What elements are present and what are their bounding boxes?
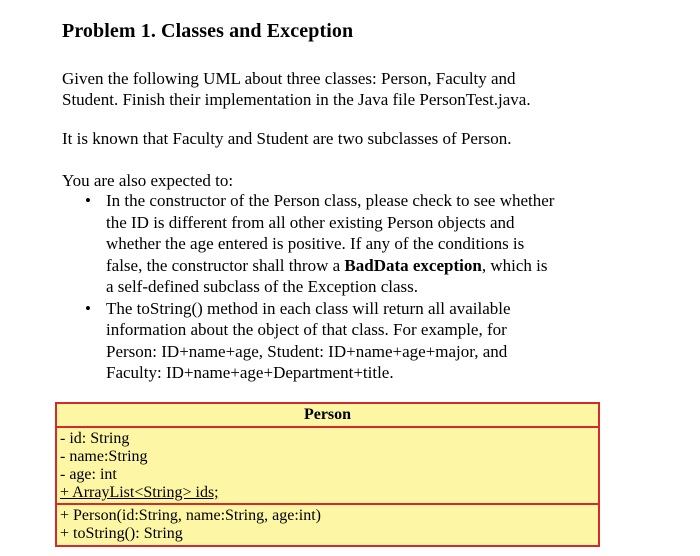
intro-paragraph (62, 68, 662, 110)
uml-class-box (55, 402, 600, 547)
intro-line-2: Student. Finish their implementation in the Java file PersonTest.java. (62, 90, 531, 109)
bullet-line: whether the age entered is positive. If any of the conditions is (106, 234, 525, 253)
uml-attribute: - name:String (60, 448, 148, 465)
list-item (62, 298, 662, 384)
bullet-line: The toString() method in each class will return all available (106, 298, 511, 318)
uml-method: + Person(id:String, name:String, age:int) (60, 507, 321, 524)
expectations-paragraph: You are also expected to: (62, 171, 234, 190)
list-item (62, 190, 662, 298)
baddata-exception-term: BadData exception (344, 255, 482, 275)
uml-method: + toString(): String (60, 525, 183, 542)
bullet-line: Faculty: ID+name+age+Department+title. (106, 363, 394, 382)
bullet-line: the ID is different from all other existing Person objects and (106, 212, 515, 232)
uml-attribute: - age: int (60, 466, 117, 483)
bullet-line: false, the constructor shall throw a BadData exception, which is (106, 255, 548, 275)
uml-attributes (57, 428, 598, 505)
uml-attribute: - id: String (60, 430, 130, 447)
bullet-line: Person: ID+name+age, Student: ID+name+age+major, and (106, 341, 508, 361)
bullet-line: In the constructor of the Person class, please check to see whether (106, 191, 555, 210)
subclass-paragraph: It is known that Faculty and Student are two subclasses of Person. (62, 129, 512, 148)
uml-methods (57, 505, 598, 545)
uml-class-name: Person (57, 404, 598, 428)
requirements-list (62, 190, 662, 384)
bullet-line: a self-defined subclass of the Exception class. (106, 277, 419, 296)
problem-title: Problem 1. Classes and Exception (62, 20, 354, 42)
bullet-line: information about the object of that class. For example, for (106, 320, 507, 339)
bullet-icon: • (85, 298, 91, 318)
bullet-icon: • (85, 191, 91, 210)
intro-line-1: Given the following UML about three classes: Person, Faculty and (62, 69, 516, 88)
uml-attribute-static: + ArrayList<String> ids; (60, 484, 219, 501)
